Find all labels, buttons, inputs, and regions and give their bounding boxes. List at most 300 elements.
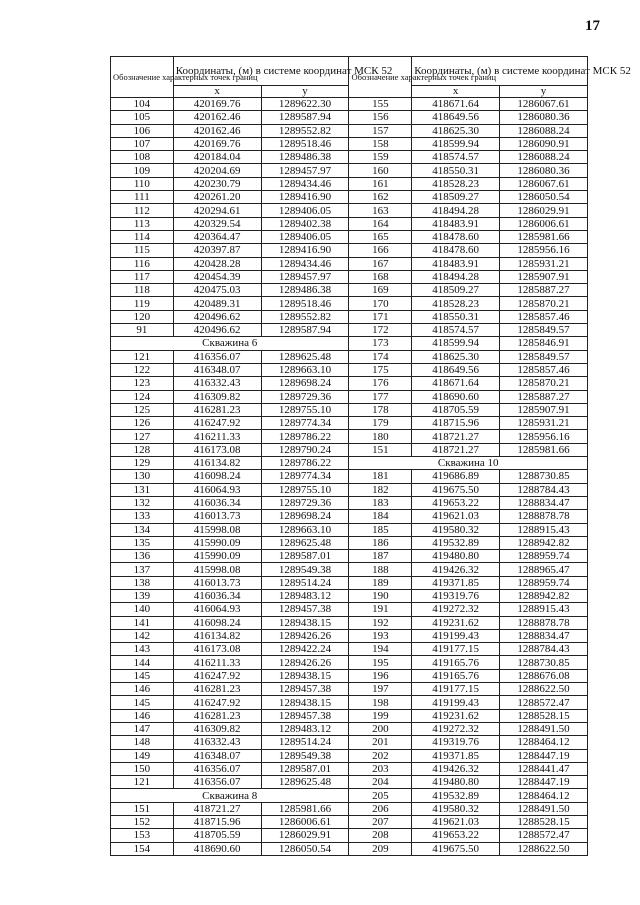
point-number-cell: 162 xyxy=(349,191,412,204)
x-coordinate-cell: 419177.15 xyxy=(412,643,500,656)
table-row xyxy=(111,802,588,815)
x-coordinate-cell: 418649.56 xyxy=(412,111,500,124)
x-coordinate-cell: 419319.76 xyxy=(412,736,500,749)
table-row xyxy=(111,310,588,323)
y-coordinate-cell: 1288959.74 xyxy=(500,550,588,563)
y-coordinate-cell: 1289416.90 xyxy=(261,191,349,204)
y-coordinate-cell: 1286006.61 xyxy=(261,816,349,829)
y-coordinate-cell: 1285931.21 xyxy=(500,257,588,270)
point-number-cell: 132 xyxy=(111,496,174,509)
y-coordinate-cell: 1285887.27 xyxy=(500,284,588,297)
point-number-cell: 131 xyxy=(111,483,174,496)
x-coordinate-cell: 416013.73 xyxy=(173,510,261,523)
point-number-cell: 134 xyxy=(111,523,174,536)
point-number-cell: 112 xyxy=(111,204,174,217)
y-coordinate-cell: 1289698.24 xyxy=(261,377,349,390)
point-number-cell: 199 xyxy=(349,709,412,722)
y-coordinate-cell: 1289729.36 xyxy=(261,496,349,509)
x-coordinate-cell: 419653.22 xyxy=(412,829,500,842)
y-coordinate-cell: 1289549.38 xyxy=(261,563,349,576)
point-number-cell: 120 xyxy=(111,310,174,323)
x-coordinate-cell: 420454.39 xyxy=(173,270,261,283)
point-number-cell: 153 xyxy=(111,829,174,842)
table-row xyxy=(111,683,588,696)
y-coordinate-cell: 1289625.48 xyxy=(261,536,349,549)
y-coordinate-cell: 1286080.36 xyxy=(500,164,588,177)
x-coordinate-cell: 420261.20 xyxy=(173,191,261,204)
header-x-left: x xyxy=(173,86,261,98)
point-number-cell: 159 xyxy=(349,151,412,164)
x-coordinate-cell: 418721.27 xyxy=(173,802,261,815)
y-coordinate-cell: 1288447.19 xyxy=(500,749,588,762)
y-coordinate-cell: 1285849.57 xyxy=(500,350,588,363)
table-row xyxy=(111,696,588,709)
x-coordinate-cell: 419532.89 xyxy=(412,789,500,802)
table-row xyxy=(111,284,588,297)
x-coordinate-cell: 418690.60 xyxy=(173,842,261,855)
y-coordinate-cell: 1288915.43 xyxy=(500,523,588,536)
x-coordinate-cell: 418705.59 xyxy=(173,829,261,842)
table-row xyxy=(111,177,588,190)
table-row xyxy=(111,762,588,775)
x-coordinate-cell: 419199.43 xyxy=(412,696,500,709)
y-coordinate-cell: 1289774.34 xyxy=(261,470,349,483)
point-number-cell: 206 xyxy=(349,802,412,815)
x-coordinate-cell: 418528.23 xyxy=(412,297,500,310)
x-coordinate-cell: 419165.76 xyxy=(412,656,500,669)
x-coordinate-cell: 416134.82 xyxy=(173,457,261,470)
point-number-cell: 205 xyxy=(349,789,412,802)
x-coordinate-cell: 419532.89 xyxy=(412,536,500,549)
y-coordinate-cell: 1289438.15 xyxy=(261,669,349,682)
y-coordinate-cell: 1286050.54 xyxy=(261,842,349,855)
point-number-cell: 177 xyxy=(349,390,412,403)
table-row xyxy=(111,98,588,111)
x-coordinate-cell: 416348.07 xyxy=(173,363,261,376)
x-coordinate-cell: 416309.82 xyxy=(173,390,261,403)
point-number-cell: 126 xyxy=(111,417,174,430)
y-coordinate-cell: 1286029.91 xyxy=(500,204,588,217)
x-coordinate-cell: 418509.27 xyxy=(412,191,500,204)
point-number-cell: 183 xyxy=(349,496,412,509)
y-coordinate-cell: 1285956.16 xyxy=(500,244,588,257)
point-number-cell: 150 xyxy=(111,762,174,775)
x-coordinate-cell: 419371.85 xyxy=(412,749,500,762)
x-coordinate-cell: 418721.27 xyxy=(412,430,500,443)
point-number-cell: 187 xyxy=(349,550,412,563)
point-number-cell: 140 xyxy=(111,603,174,616)
y-coordinate-cell: 1289426.26 xyxy=(261,629,349,642)
y-coordinate-cell: 1288878.78 xyxy=(500,616,588,629)
table-row xyxy=(111,297,588,310)
table-row xyxy=(111,337,588,350)
point-number-cell: 129 xyxy=(111,457,174,470)
y-coordinate-cell: 1289486.38 xyxy=(261,284,349,297)
point-number-cell: 149 xyxy=(111,749,174,762)
table-row xyxy=(111,776,588,789)
y-coordinate-cell: 1288915.43 xyxy=(500,603,588,616)
point-number-cell: 204 xyxy=(349,776,412,789)
y-coordinate-cell: 1285846.91 xyxy=(500,337,588,350)
y-coordinate-cell: 1289457.97 xyxy=(261,164,349,177)
x-coordinate-cell: 418483.91 xyxy=(412,257,500,270)
point-number-cell: 148 xyxy=(111,736,174,749)
point-number-cell: 163 xyxy=(349,204,412,217)
table-row xyxy=(111,643,588,656)
y-coordinate-cell: 1289438.15 xyxy=(261,616,349,629)
x-coordinate-cell: 420397.87 xyxy=(173,244,261,257)
point-number-cell: 145 xyxy=(111,669,174,682)
y-coordinate-cell: 1288528.15 xyxy=(500,816,588,829)
table-row xyxy=(111,443,588,456)
point-number-cell: 146 xyxy=(111,709,174,722)
y-coordinate-cell: 1289755.10 xyxy=(261,403,349,416)
x-coordinate-cell: 416356.07 xyxy=(173,350,261,363)
header-x-right: x xyxy=(412,86,500,98)
x-coordinate-cell: 420489.31 xyxy=(173,297,261,310)
x-coordinate-cell: 418715.96 xyxy=(173,816,261,829)
y-coordinate-cell: 1289790.24 xyxy=(261,443,349,456)
point-number-cell: 114 xyxy=(111,230,174,243)
x-coordinate-cell: 420364.47 xyxy=(173,230,261,243)
y-coordinate-cell: 1289663.10 xyxy=(261,523,349,536)
x-coordinate-cell: 418574.57 xyxy=(412,324,500,337)
y-coordinate-cell: 1288942.82 xyxy=(500,589,588,602)
y-coordinate-cell: 1285870.21 xyxy=(500,377,588,390)
x-coordinate-cell: 418550.31 xyxy=(412,164,500,177)
x-coordinate-cell: 418625.30 xyxy=(412,350,500,363)
x-coordinate-cell: 420329.54 xyxy=(173,217,261,230)
point-number-cell: 130 xyxy=(111,470,174,483)
x-coordinate-cell: 419426.32 xyxy=(412,762,500,775)
point-number-cell: 170 xyxy=(349,297,412,310)
point-number-cell: 157 xyxy=(349,124,412,137)
point-number-cell: 121 xyxy=(111,776,174,789)
point-number-cell: 167 xyxy=(349,257,412,270)
y-coordinate-cell: 1289774.34 xyxy=(261,417,349,430)
point-number-cell: 139 xyxy=(111,589,174,602)
y-coordinate-cell: 1289663.10 xyxy=(261,363,349,376)
point-number-cell: 123 xyxy=(111,377,174,390)
y-coordinate-cell: 1288464.12 xyxy=(500,789,588,802)
point-number-cell: 198 xyxy=(349,696,412,709)
point-number-cell: 142 xyxy=(111,629,174,642)
point-number-cell: 136 xyxy=(111,550,174,563)
y-coordinate-cell: 1288730.85 xyxy=(500,656,588,669)
well-subheader: Скважина 6 xyxy=(111,337,349,350)
x-coordinate-cell: 416309.82 xyxy=(173,722,261,735)
table-row xyxy=(111,390,588,403)
table-row xyxy=(111,124,588,137)
y-coordinate-cell: 1285981.66 xyxy=(500,230,588,243)
y-coordinate-cell: 1289438.15 xyxy=(261,696,349,709)
x-coordinate-cell: 419371.85 xyxy=(412,576,500,589)
y-coordinate-cell: 1289457.97 xyxy=(261,270,349,283)
x-coordinate-cell: 419177.15 xyxy=(412,683,500,696)
table-row xyxy=(111,244,588,257)
x-coordinate-cell: 420162.46 xyxy=(173,124,261,137)
point-number-cell: 154 xyxy=(111,842,174,855)
y-coordinate-cell: 1289457.38 xyxy=(261,603,349,616)
y-coordinate-cell: 1285981.66 xyxy=(261,802,349,815)
y-coordinate-cell: 1288834.47 xyxy=(500,629,588,642)
x-coordinate-cell: 418509.27 xyxy=(412,284,500,297)
table-body xyxy=(111,98,588,856)
point-number-cell: 110 xyxy=(111,177,174,190)
point-number-cell: 169 xyxy=(349,284,412,297)
x-coordinate-cell: 419686.89 xyxy=(412,470,500,483)
x-coordinate-cell: 419480.80 xyxy=(412,550,500,563)
y-coordinate-cell: 1289549.38 xyxy=(261,749,349,762)
point-number-cell: 196 xyxy=(349,669,412,682)
table-row xyxy=(111,151,588,164)
y-coordinate-cell: 1288959.74 xyxy=(500,576,588,589)
y-coordinate-cell: 1289483.12 xyxy=(261,722,349,735)
point-number-cell: 155 xyxy=(349,98,412,111)
x-coordinate-cell: 416064.93 xyxy=(173,603,261,616)
y-coordinate-cell: 1288491.50 xyxy=(500,722,588,735)
x-coordinate-cell: 419675.50 xyxy=(412,842,500,855)
y-coordinate-cell: 1289426.26 xyxy=(261,656,349,669)
x-coordinate-cell: 418705.59 xyxy=(412,403,500,416)
table-row xyxy=(111,550,588,563)
x-coordinate-cell: 416247.92 xyxy=(173,696,261,709)
point-number-cell: 107 xyxy=(111,137,174,150)
y-coordinate-cell: 1288572.47 xyxy=(500,696,588,709)
x-coordinate-cell: 418478.60 xyxy=(412,244,500,257)
point-number-cell: 165 xyxy=(349,230,412,243)
x-coordinate-cell: 416247.92 xyxy=(173,669,261,682)
point-number-cell: 144 xyxy=(111,656,174,669)
x-coordinate-cell: 420162.46 xyxy=(173,111,261,124)
y-coordinate-cell: 1288464.12 xyxy=(500,736,588,749)
coordinates-table xyxy=(110,56,631,856)
point-number-cell: 195 xyxy=(349,656,412,669)
table-row xyxy=(111,457,588,470)
point-number-cell: 166 xyxy=(349,244,412,257)
y-coordinate-cell: 1285857.46 xyxy=(500,310,588,323)
point-number-cell: 138 xyxy=(111,576,174,589)
x-coordinate-cell: 419272.32 xyxy=(412,722,500,735)
point-number-cell: 91 xyxy=(111,324,174,337)
point-number-cell: 117 xyxy=(111,270,174,283)
y-coordinate-cell: 1289698.24 xyxy=(261,510,349,523)
x-coordinate-cell: 418715.96 xyxy=(412,417,500,430)
point-number-cell: 178 xyxy=(349,403,412,416)
y-coordinate-cell: 1289587.01 xyxy=(261,762,349,775)
table-row xyxy=(111,829,588,842)
point-number-cell: 200 xyxy=(349,722,412,735)
point-number-cell: 141 xyxy=(111,616,174,629)
x-coordinate-cell: 420169.76 xyxy=(173,137,261,150)
point-number-cell: 179 xyxy=(349,417,412,430)
point-number-cell: 113 xyxy=(111,217,174,230)
x-coordinate-cell: 418649.56 xyxy=(412,363,500,376)
x-coordinate-cell: 416211.33 xyxy=(173,656,261,669)
y-coordinate-cell: 1286088.24 xyxy=(500,124,588,137)
point-number-cell: 160 xyxy=(349,164,412,177)
point-number-cell: 121 xyxy=(111,350,174,363)
y-coordinate-cell: 1285907.91 xyxy=(500,270,588,283)
table-row xyxy=(111,377,588,390)
point-number-cell: 151 xyxy=(349,443,412,456)
x-coordinate-cell: 418494.28 xyxy=(412,204,500,217)
y-coordinate-cell: 1289729.36 xyxy=(261,390,349,403)
point-number-cell: 111 xyxy=(111,191,174,204)
table-row xyxy=(111,257,588,270)
point-number-cell: 124 xyxy=(111,390,174,403)
point-number-cell: 208 xyxy=(349,829,412,842)
y-coordinate-cell: 1289552.82 xyxy=(261,310,349,323)
point-number-cell: 175 xyxy=(349,363,412,376)
x-coordinate-cell: 419319.76 xyxy=(412,589,500,602)
x-coordinate-cell: 420475.03 xyxy=(173,284,261,297)
y-coordinate-cell: 1289587.01 xyxy=(261,550,349,563)
point-number-cell: 109 xyxy=(111,164,174,177)
table-row xyxy=(111,483,588,496)
table-row xyxy=(111,722,588,735)
x-coordinate-cell: 418721.27 xyxy=(412,443,500,456)
point-number-cell: 171 xyxy=(349,310,412,323)
point-number-cell: 122 xyxy=(111,363,174,376)
table-row xyxy=(111,669,588,682)
table-row xyxy=(111,230,588,243)
x-coordinate-cell: 418494.28 xyxy=(412,270,500,283)
point-number-cell: 105 xyxy=(111,111,174,124)
y-coordinate-cell: 1285857.46 xyxy=(500,363,588,376)
point-number-cell: 147 xyxy=(111,722,174,735)
x-coordinate-cell: 416348.07 xyxy=(173,749,261,762)
x-coordinate-cell: 415998.08 xyxy=(173,563,261,576)
point-number-cell: 108 xyxy=(111,151,174,164)
y-coordinate-cell: 1288622.50 xyxy=(500,683,588,696)
header-point-designation-left: Обозначение характерных точек границ xyxy=(111,57,174,98)
x-coordinate-cell: 416134.82 xyxy=(173,629,261,642)
y-coordinate-cell: 1286029.91 xyxy=(261,829,349,842)
x-coordinate-cell: 418478.60 xyxy=(412,230,500,243)
x-coordinate-cell: 416098.24 xyxy=(173,470,261,483)
point-number-cell: 188 xyxy=(349,563,412,576)
point-number-cell: 156 xyxy=(349,111,412,124)
y-coordinate-cell: 1286006.61 xyxy=(500,217,588,230)
point-number-cell: 189 xyxy=(349,576,412,589)
point-number-cell: 185 xyxy=(349,523,412,536)
table-row xyxy=(111,324,588,337)
table-row xyxy=(111,363,588,376)
y-coordinate-cell: 1289786.22 xyxy=(261,457,349,470)
point-number-cell: 116 xyxy=(111,257,174,270)
y-coordinate-cell: 1285931.21 xyxy=(500,417,588,430)
table-row xyxy=(111,403,588,416)
x-coordinate-cell: 416173.08 xyxy=(173,643,261,656)
x-coordinate-cell: 418690.60 xyxy=(412,390,500,403)
point-number-cell: 115 xyxy=(111,244,174,257)
y-coordinate-cell: 1288730.85 xyxy=(500,470,588,483)
y-coordinate-cell: 1288878.78 xyxy=(500,510,588,523)
x-coordinate-cell: 416098.24 xyxy=(173,616,261,629)
y-coordinate-cell: 1289406.05 xyxy=(261,230,349,243)
well-subheader: Скважина 8 xyxy=(111,789,349,802)
y-coordinate-cell: 1289486.38 xyxy=(261,151,349,164)
y-coordinate-cell: 1288784.43 xyxy=(500,643,588,656)
y-coordinate-cell: 1285956.16 xyxy=(500,430,588,443)
header-coordinates-right: Координаты, (м) в системе координат МСК 52 xyxy=(412,57,588,86)
x-coordinate-cell: 420496.62 xyxy=(173,310,261,323)
y-coordinate-cell: 1289625.48 xyxy=(261,350,349,363)
y-coordinate-cell: 1289552.82 xyxy=(261,124,349,137)
y-coordinate-cell: 1288622.50 xyxy=(500,842,588,855)
point-number-cell: 135 xyxy=(111,536,174,549)
table-row xyxy=(111,589,588,602)
table-row xyxy=(111,816,588,829)
y-coordinate-cell: 1289483.12 xyxy=(261,589,349,602)
x-coordinate-cell: 415990.09 xyxy=(173,550,261,563)
x-coordinate-cell: 418574.57 xyxy=(412,151,500,164)
x-coordinate-cell: 419272.32 xyxy=(412,603,500,616)
x-coordinate-cell: 416211.33 xyxy=(173,430,261,443)
x-coordinate-cell: 420230.79 xyxy=(173,177,261,190)
table-row xyxy=(111,603,588,616)
y-coordinate-cell: 1289457.38 xyxy=(261,709,349,722)
point-number-cell: 174 xyxy=(349,350,412,363)
table-row xyxy=(111,217,588,230)
y-coordinate-cell: 1285887.27 xyxy=(500,390,588,403)
table-row xyxy=(111,137,588,150)
point-number-cell: 158 xyxy=(349,137,412,150)
y-coordinate-cell: 1286050.54 xyxy=(500,191,588,204)
point-number-cell: 193 xyxy=(349,629,412,642)
x-coordinate-cell: 418671.64 xyxy=(412,98,500,111)
x-coordinate-cell: 415998.08 xyxy=(173,523,261,536)
y-coordinate-cell: 1289434.46 xyxy=(261,177,349,190)
header-y-right: y xyxy=(500,86,588,98)
y-coordinate-cell: 1288491.50 xyxy=(500,802,588,815)
y-coordinate-cell: 1289518.46 xyxy=(261,297,349,310)
point-number-cell: 137 xyxy=(111,563,174,576)
table-row xyxy=(111,616,588,629)
y-coordinate-cell: 1288834.47 xyxy=(500,496,588,509)
table-row xyxy=(111,656,588,669)
table-row xyxy=(111,709,588,722)
y-coordinate-cell: 1288965.47 xyxy=(500,563,588,576)
header-y-left: y xyxy=(261,86,349,98)
point-number-cell: 104 xyxy=(111,98,174,111)
y-coordinate-cell: 1289587.94 xyxy=(261,111,349,124)
y-coordinate-cell: 1286090.91 xyxy=(500,137,588,150)
point-number-cell: 176 xyxy=(349,377,412,390)
y-coordinate-cell: 1289622.30 xyxy=(261,98,349,111)
table-row xyxy=(111,523,588,536)
point-number-cell: 181 xyxy=(349,470,412,483)
x-coordinate-cell: 415990.09 xyxy=(173,536,261,549)
point-number-cell: 164 xyxy=(349,217,412,230)
x-coordinate-cell: 416013.73 xyxy=(173,576,261,589)
x-coordinate-cell: 416281.23 xyxy=(173,709,261,722)
table-row xyxy=(111,536,588,549)
point-number-cell: 133 xyxy=(111,510,174,523)
x-coordinate-cell: 420184.04 xyxy=(173,151,261,164)
y-coordinate-cell: 1289514.24 xyxy=(261,576,349,589)
table-row xyxy=(111,496,588,509)
table-row xyxy=(111,430,588,443)
point-number-cell: 202 xyxy=(349,749,412,762)
header-coordinates-left: Координаты, (м) в системе координат МСК 52 xyxy=(173,57,349,86)
table-row xyxy=(111,510,588,523)
x-coordinate-cell: 416036.34 xyxy=(173,589,261,602)
table-row xyxy=(111,576,588,589)
x-coordinate-cell: 420294.61 xyxy=(173,204,261,217)
x-coordinate-cell: 418528.23 xyxy=(412,177,500,190)
